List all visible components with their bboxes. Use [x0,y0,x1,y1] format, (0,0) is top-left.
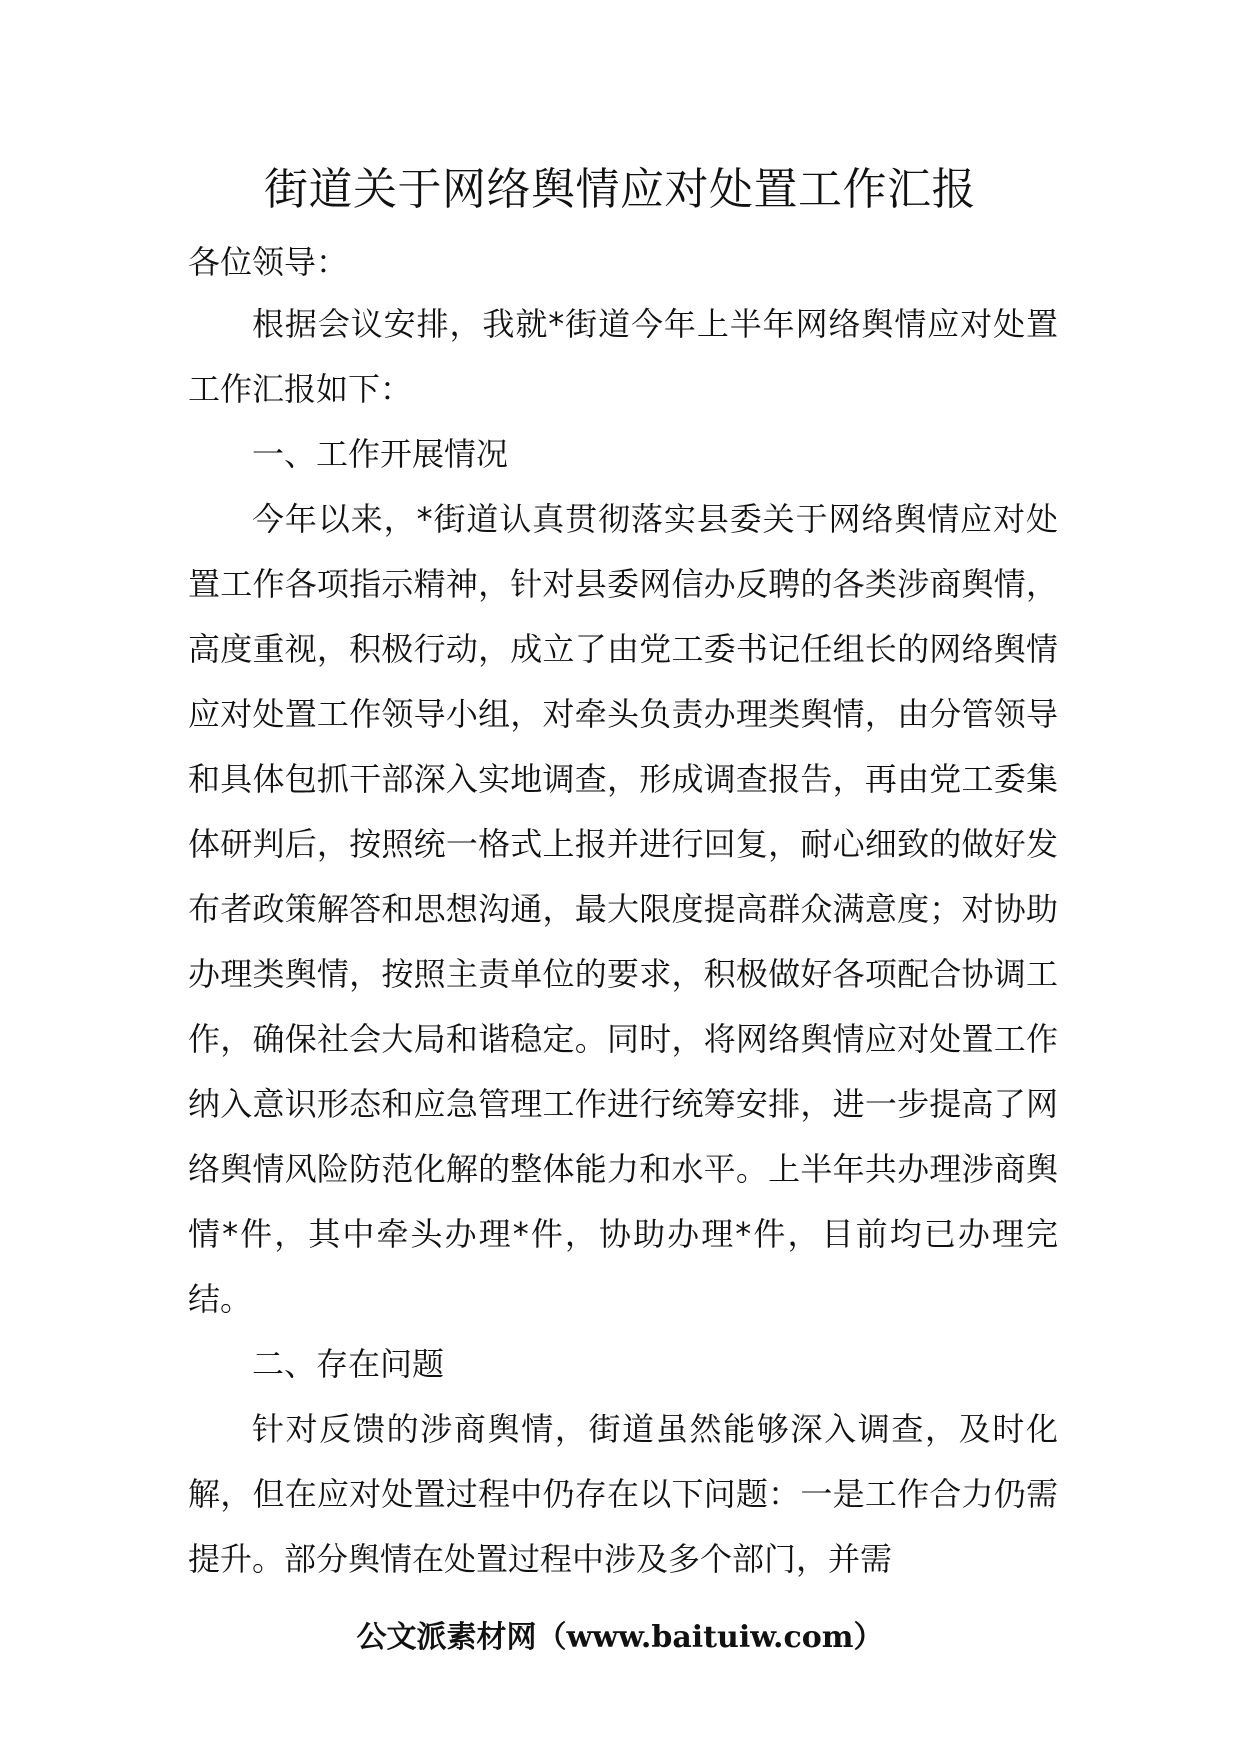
problems-paragraph: 针对反馈的涉商舆情，街道虽然能够深入调查，及时化解，但在应对处置过程中仍存在以下问题：一是工作合力仍需提升。部分舆情在处置过程中涉及多个部门，并需 [188,1410,1058,1578]
document-title: 街道关于网络舆情应对处置工作汇报 [264,164,976,215]
salutation: 各位领导： [188,243,349,281]
footer-watermark: 公文派素材网（www.baituiw.com） [356,1620,884,1655]
work-progress-paragraph: 今年以来，*街道认真贯彻落实县委关于网络舆情应对处置工作各项指示精神，针对县委网信办反聘的各类涉商舆情，高度重视，积极行动，成立了由党工委书记任组长的网络舆情应对处置工作领导小组，对牵头负责办理类舆情，由分管领导和具体包抓干部深入实地调查，形成调查报告，再由党工委集体研判后，按照统一格式上报并进行回复，耐心细致的做好发布者政策解答和思想沟通，最大限度提高群众满意度；对协助办理类舆情，按照主责单位的要求，积极做好各项配合协调工作，确保社会大局和谐稳定。同时，将网络舆情应对处置工作纳入意识形态和应急管理工作进行统筹安排，进一步提高了网络舆情风险防范化解的整体能力和水平。上半年共办理涉商舆情*件，其中牵头办理*件，协助办理*件，目前均已办理完结。 [188,500,1058,1318]
section-heading-1: 一、工作开展情况 [252,435,509,473]
section-heading-2: 二、存在问题 [252,1345,445,1383]
document-body [188,236,1058,1592]
intro-paragraph: 根据会议安排，我就*街道今年上半年网络舆情应对处置工作汇报如下： [188,305,1058,408]
